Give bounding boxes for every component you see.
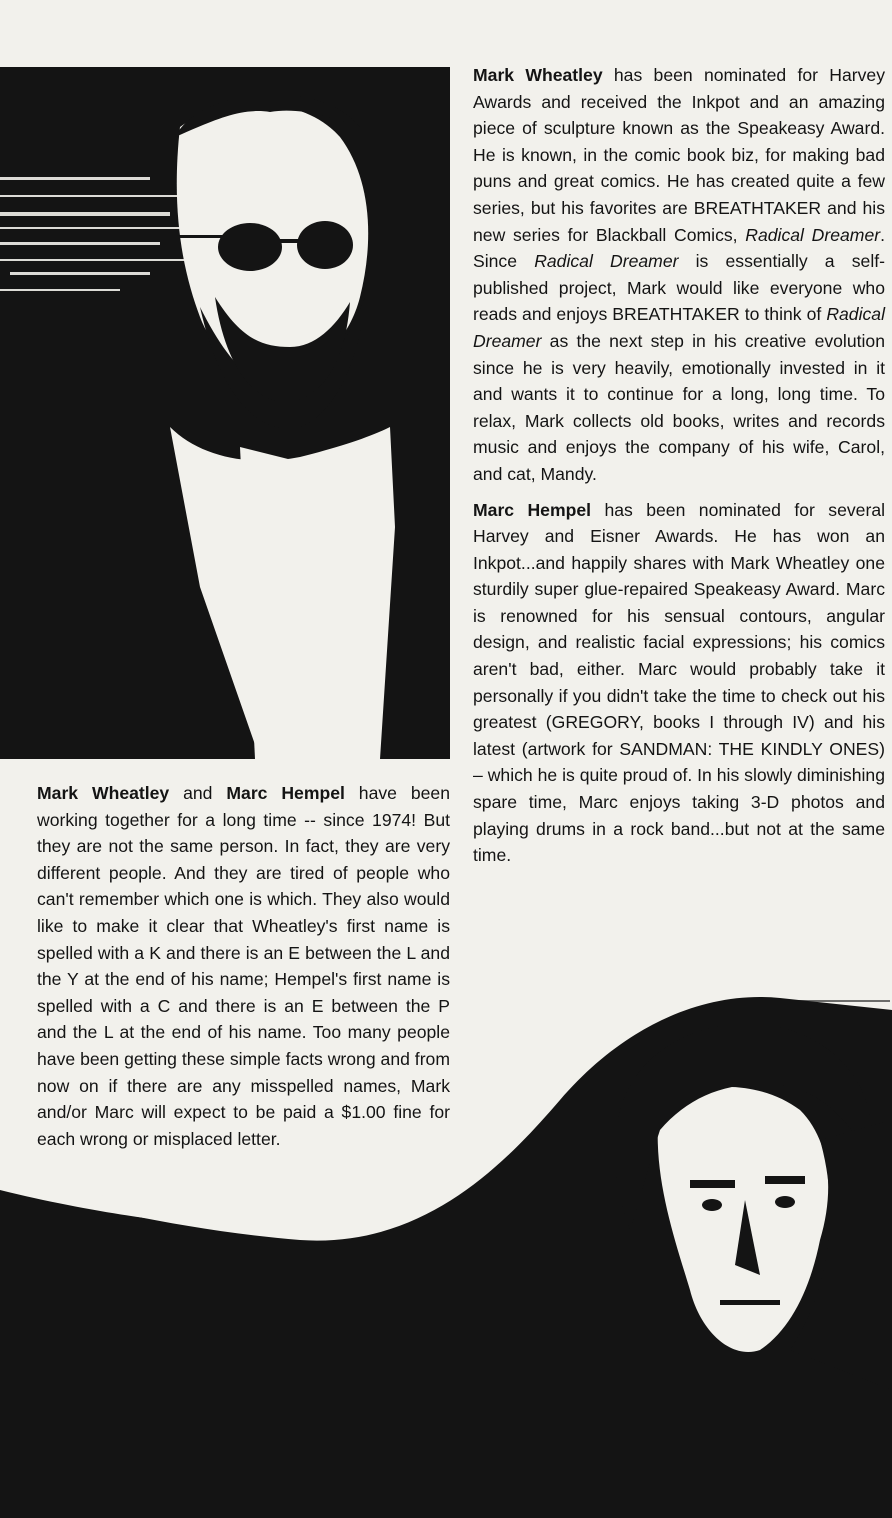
wheatley-bio-text-3: is essentially a self-published project, Mark would like everyone who reads and enjoys BREATHTAKER to think of	[473, 251, 885, 325]
title-radical-dreamer: Radical Dreamer	[473, 304, 885, 351]
wheatley-bio-text-2: . Since	[473, 224, 885, 272]
hempel-name: Marc Hempel	[226, 783, 345, 803]
wheatley-bio-text-1: has been nominated for Harvey Awards and received the Inkpot and an amazing piece of sculpture known as the Speakeasy Award. He is known, in the comic book biz, for making bad puns and great comics. He has created quite a few series, but his favorites are BREATHTAKER and his new series for Blackball Comics,	[473, 65, 885, 245]
wheatley-name: Mark Wheatley	[473, 65, 603, 85]
names-paragraph-text: have been working together for a long time -- since 1974! But they are not the same person. In fact, they are very different people. And they are tired of people who can't remember which one is which. They also would like to make it clear that Wheatley's first name is spelled with a K and there is an E between the L and the Y at the end of his name; Hempel's first name is spelled with a C and there is an E between the P and the L at the end of his name. Too many people have been getting these simple facts wrong and from now on if there are any misspelled names, Mark and/or Marc will expect to be paid a $1.00 fine for each wrong or misplaced letter.	[37, 783, 450, 1149]
wheatley-bio-text-4: as the next step in his creative evolution since he is very heavily, emotionally invested in it and wants it to continue for a long, long time. To relax, Mark collects old books, writes and records music and enjoys the company of his wife, Carol, and cat, Mandy.	[473, 330, 885, 484]
right-text-column	[473, 62, 885, 869]
title-radical-dreamer: Radical Dreamer	[534, 251, 679, 272]
hempel-bio-paragraph	[473, 497, 885, 869]
hempel-bio-text: has been nominated for several Harvey and Eisner Awards. He has won an Inkpot...and happily shares with Mark Wheatley one sturdily super glue-repaired Speakeasy Award. Marc is renowned for his sensual contours, angular design, and realistic facial expressions; his comics aren't bad, either. Marc would probably take it personally if you didn't take the time to check out his greatest (GREGORY, books I through IV) and his latest (artwork for SANDMAN: THE KINDLY ONES) – which he is quite proud of. In his slowly diminishing spare time, Marc enjoys taking 3-D photos and playing drums in a rock band...but not at the same time.	[473, 499, 886, 866]
hempel-name: Marc Hempel	[473, 499, 592, 520]
names-paragraph	[37, 780, 450, 1152]
title-radical-dreamer: Radical Dreamer	[745, 224, 881, 245]
wheatley-name: Mark Wheatley	[37, 783, 170, 803]
mark-wheatley-photo	[0, 67, 450, 759]
left-text-column	[37, 780, 450, 1152]
wheatley-bio-paragraph	[473, 62, 885, 488]
conjunction: and	[169, 783, 227, 803]
